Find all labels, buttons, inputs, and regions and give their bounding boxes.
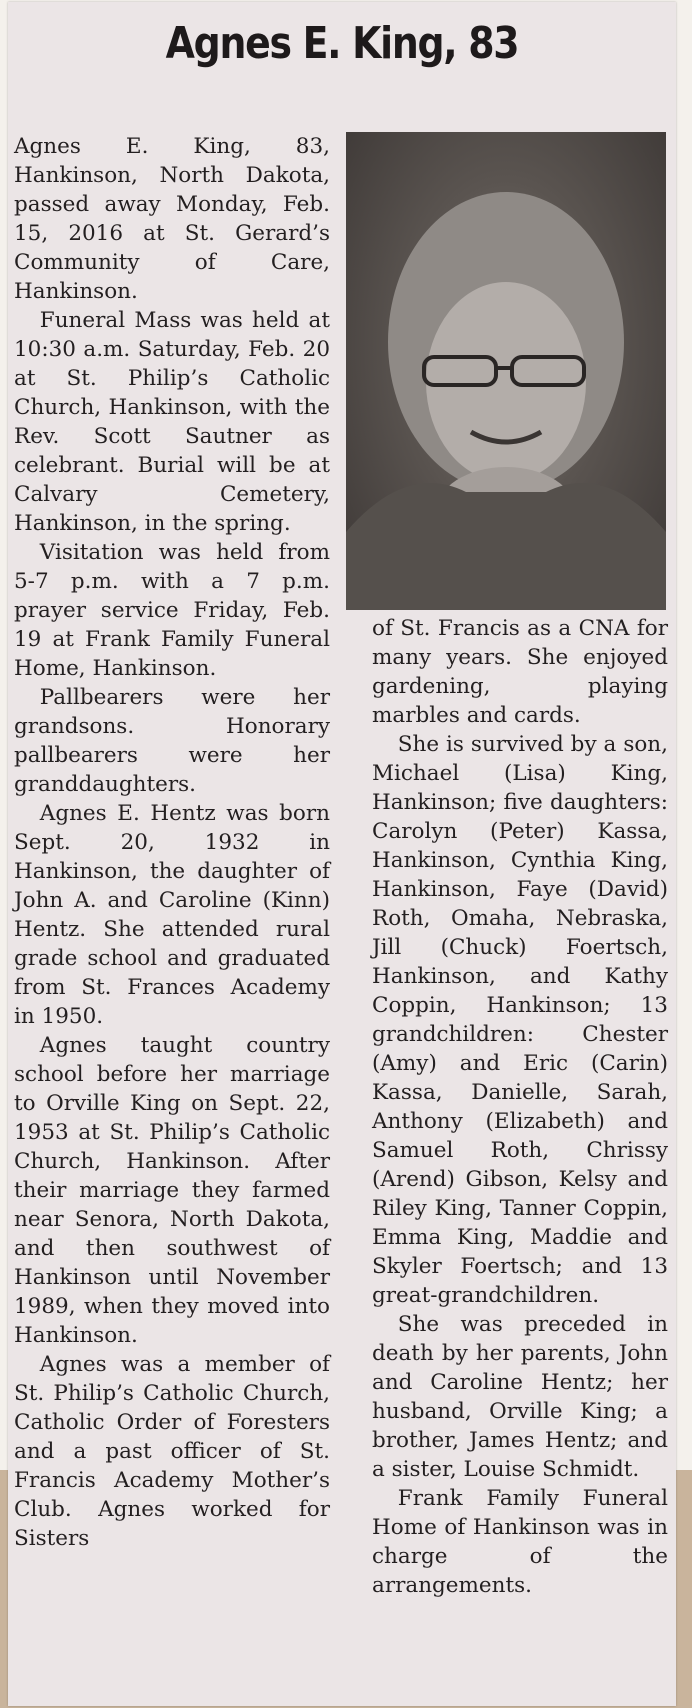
- paragraph-marriage: Agnes taught country school before her marriage to Orville King on Sept. 22, 1953 at St. Philip’s Catholic Church, Hankinson. After their marriage they farmed near Senora, North Dakota, and then southwest of Hankinson until November 1989, when they moved into Hankinson.: [14, 1033, 330, 1348]
- paragraph-pallbearers: Pallbearers were her grandsons. Honorary pallbearers were her granddaughters.: [14, 685, 330, 797]
- portrait-photo-icon: [346, 132, 666, 610]
- paragraph-membership: Agnes was a member of St. Philip’s Catholic Church, Catholic Order of Foresters and a past officer of St. Francis Academy Mother’s Club. Agnes worked for Sisters: [14, 1352, 330, 1551]
- paragraph-arrangements: Frank Family Funeral Home of Hankinson was in charge of the arrangements.: [372, 1486, 668, 1598]
- paragraph-death-notice: Agnes E. King, 83, Hankinson, North Dakota, passed away Monday, Feb. 15, 2016 at St. Gerard’s Community of Care, Hankinson.: [14, 134, 330, 304]
- paragraph-birth: Agnes E. Hentz was born Sept. 20, 1932 in Hankinson, the daughter of John A. and Caroline (Kinn) Hentz. She attended rural grade school and graduated from St. Frances Academy in 1950.: [14, 801, 330, 1029]
- left-text-column: [8, 132, 330, 1553]
- paragraph-work: of St. Francis as a CNA for many years. She enjoyed gardening, playing marbles and cards.: [372, 616, 668, 728]
- obituary-clipping: [8, 2, 676, 1706]
- paragraph-survivors: She is survived by a son, Michael (Lisa) King, Hankinson; five daughters: Carolyn (Peter) Kassa, Hankinson, Cynthia King, Hankinson, Faye (David) Roth, Omaha, Nebraska, Jill (Chuck) Foertsch, Hankinson, and Kathy Coppin, Hankinson; 13 grandchildren: Chester (Amy) and Eric (Carin) Kassa, Danielle, Sarah, Anthony (Elizabeth) and Samuel Roth, Chrissy (Arend) Gibson, Kelsy and Riley King, Tanner Coppin, Emma King, Maddie and Skyler Foertsch; and 13 great-grandchildren.: [372, 732, 668, 1308]
- right-text-column: [372, 614, 668, 1600]
- paragraph-funeral-mass: Funeral Mass was held at 10:30 a.m. Saturday, Feb. 20 at St. Philip’s Catholic Church, Hankinson, with the Rev. Scott Sautner as celebrant. Burial will be at Calvary Cemetery, Hankinson, in the spring.: [14, 308, 330, 536]
- obituary-headline: Agnes E. King, 83: [165, 18, 519, 69]
- paragraph-visitation: Visitation was held from 5-7 p.m. with a 7 p.m. prayer service Friday, Feb. 19 at Frank Family Funeral Home, Hankinson.: [14, 540, 330, 681]
- paragraph-preceded: She was preceded in death by her parents, John and Caroline Hentz; her husband, Orville King; a brother, James Hentz; and a sister, Louise Schmidt.: [372, 1312, 668, 1482]
